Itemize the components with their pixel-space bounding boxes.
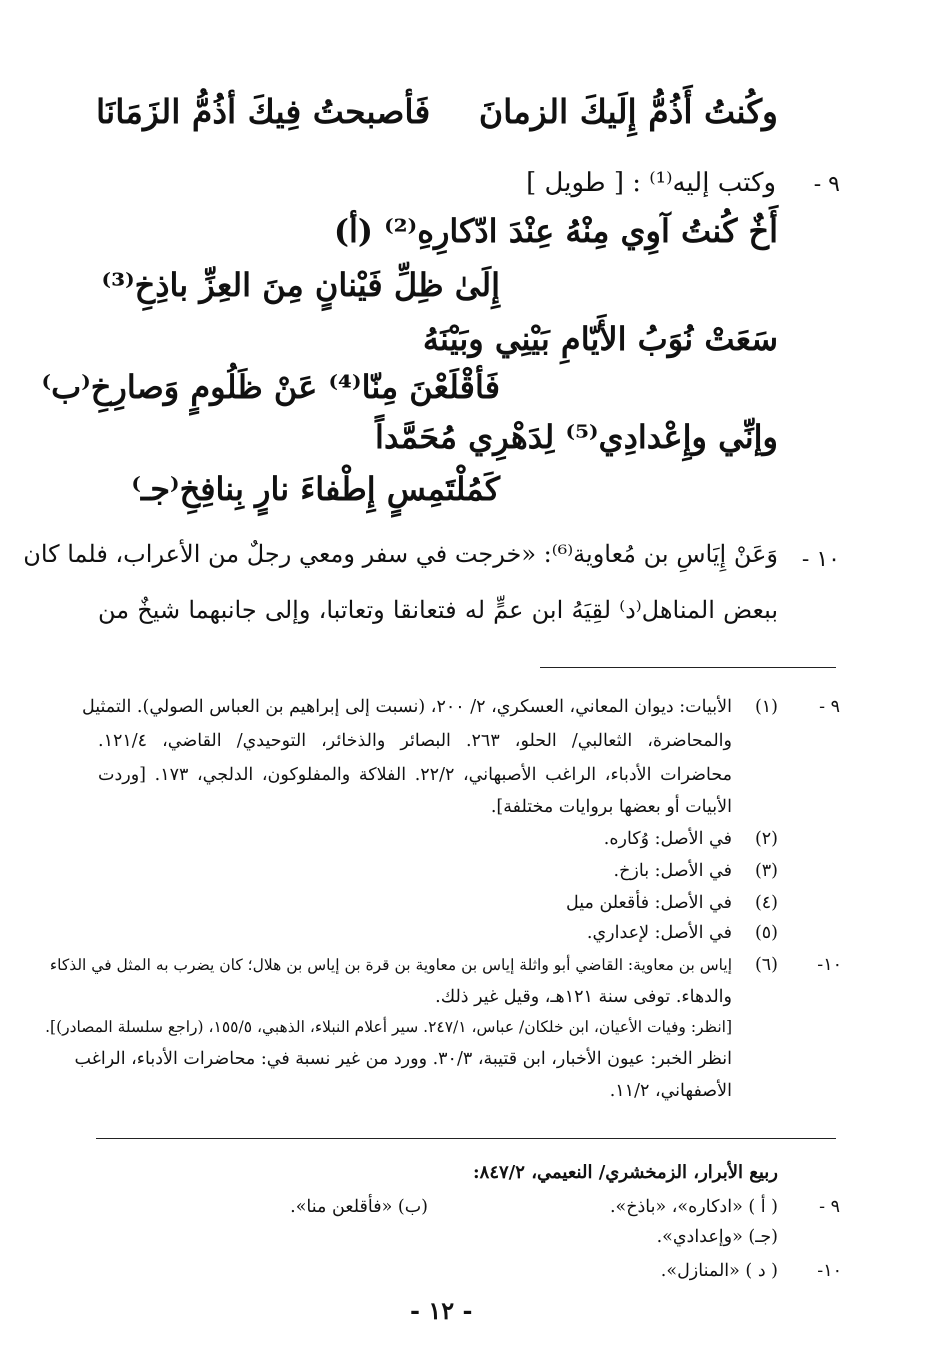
- footnote-2-text: في الأصل: وُكاره.: [603, 829, 732, 849]
- variant-j: (جـ) «وإعدادي».: [656, 1227, 778, 1247]
- footnote-separator: [540, 667, 836, 668]
- variants-heading: ربيع الأبرار، الزمخشري/ النعيمي، ٨٤٧/٢:: [473, 1162, 778, 1183]
- footnote-6-number: (٦): [754, 955, 778, 975]
- poem-line-5: وإنِّي وإِعْدادِي⁽⁵⁾ لِدَهْرِي مُحَمَّداً: [375, 418, 778, 456]
- item-10-line-2: ببعض المناهل⁽د⁾ لقِيَهُ ابن عمٍّ له فتعانقا وتعاتبا، وإلى جانبهما شيخٌ من: [98, 596, 778, 624]
- footnote-1-line-1: الأبيات: ديوان المعاني، العسكري، ٢/ ٢٠٠، (نسبت إلى إبراهيم بن العباس الصولي). التمثيل: [81, 697, 732, 717]
- poem-line-1: أَخٌ كُنتُ آوِي مِنْهُ عِنْدَ ادّكارِهِ⁽²⁾ (أ): [333, 212, 778, 250]
- footnote-1-line-4: الأبيات أو بعضها بروايات مختلفة].: [490, 797, 732, 817]
- variant-b: (ب) «فأقلعن منا».: [290, 1197, 428, 1217]
- footnote-5-number: (٥): [754, 923, 778, 943]
- footnote-4-text: في الأصل: فأقعلن ميل: [565, 893, 732, 913]
- poem-line-3: سَعَتْ نُوَبُ الأَيّامِ بَيْنِي وبَيْنَهُ: [422, 320, 778, 358]
- footnote-6-line-3: [انظر: وفيات الأعيان، ابن خلكان/ عباس، ٢٤٧/١. سير أعلام النبلاء، الذهبي، ١٥٥/٥، (راجع سلسلة المصادر)].: [45, 1018, 732, 1036]
- footnote-6-line-5: الأصفهاني، ١١/٢.: [609, 1081, 732, 1101]
- footnote-5-text: في الأصل: لإعداري.: [586, 923, 732, 943]
- footnote-3-number: (٣): [754, 861, 778, 881]
- page-number: - ١٢ -: [410, 1296, 473, 1325]
- verse-left-hemistich: فَأصبحتُ فِيكَ أذُمُّ الزَمَانَا: [96, 92, 431, 131]
- footnote-6-line-1: إياس بن معاوية: القاضي أبو واثلة إياس بن معاوية بن قرة بن إياس بن هلال؛ كان يضرب به المثل في الذكاء: [49, 956, 732, 974]
- footnote-6-line-2: والدهاء. توفى سنة ١٢١هـ، وقيل غير ذلك.: [435, 987, 732, 1007]
- item-10-line-1: وَعَنْ إِيَاسِ بن مُعاوية⁽⁶⁾: «خرجت في سفر ومعي رجلٌ من الأعراب، فلما كان: [23, 540, 778, 568]
- variant-a: ( أ ) «ادكاره»، «باذخ».: [609, 1197, 778, 1217]
- footnote-1-line-3: محاضرات الأدباء، الراغب الأصبهاني، ٢٢/٢. الفلاكة والمفلوكون، الدلجي، ١٧٣. [وردت: [98, 765, 732, 785]
- poem-line-4: فَأقْلَعْنَ مِنّا⁽⁴⁾ عَنْ ظَلُومٍ وَصارِخِ⁽ب⁾: [41, 368, 500, 406]
- poem-line-6: كَمُلْتَمِسٍ إِطْفاءَ نارٍ بِنافِخِ⁽جـ⁾: [131, 470, 500, 508]
- footnote-1-number: (١): [754, 697, 778, 717]
- footnote-4-number: (٤): [754, 893, 778, 913]
- item-9-number: ٩ -: [813, 172, 840, 197]
- item-10-number: ١٠ -: [801, 547, 840, 572]
- footnote-2-number: (٢): [754, 829, 778, 849]
- verse-right-hemistich: وكُنتُ أَذُمُّ إِلَيكَ الزمانَ: [478, 92, 778, 131]
- footnote-3-text: في الأصل: بازخ.: [613, 861, 732, 881]
- variant-d: ( د ) «المنازل».: [660, 1261, 778, 1281]
- footnote-group-10-number: ١٠-: [817, 955, 842, 975]
- footnote-group-9-number: ٩ -: [819, 697, 840, 717]
- poem-line-2: إِلَىٰ ظِلِّ فَيْنانٍ مِنَ العِزِّ باذِخِ⁽³⁾: [101, 266, 500, 304]
- variants-group-10-number: ١٠-: [817, 1261, 842, 1281]
- footnote-1-line-2: والمحاضرة، الثعالبي/ الحلو، ٢٦٣. البصائر والذخائر، التوحيدي/ القاضي، ١٢١/٤.: [98, 731, 732, 751]
- item-9-intro: وكتب إليه⁽¹⁾ : [ طويل ]: [526, 168, 776, 198]
- footnote-6-line-4: انظر الخبر: عيون الأخبار، ابن قتيبة، ٣٠/٣. وورد من غير نسبة في: محاضرات الأدباء، الراغب: [74, 1049, 732, 1069]
- variants-separator: [96, 1138, 836, 1139]
- variants-group-9-number: ٩ -: [819, 1197, 840, 1217]
